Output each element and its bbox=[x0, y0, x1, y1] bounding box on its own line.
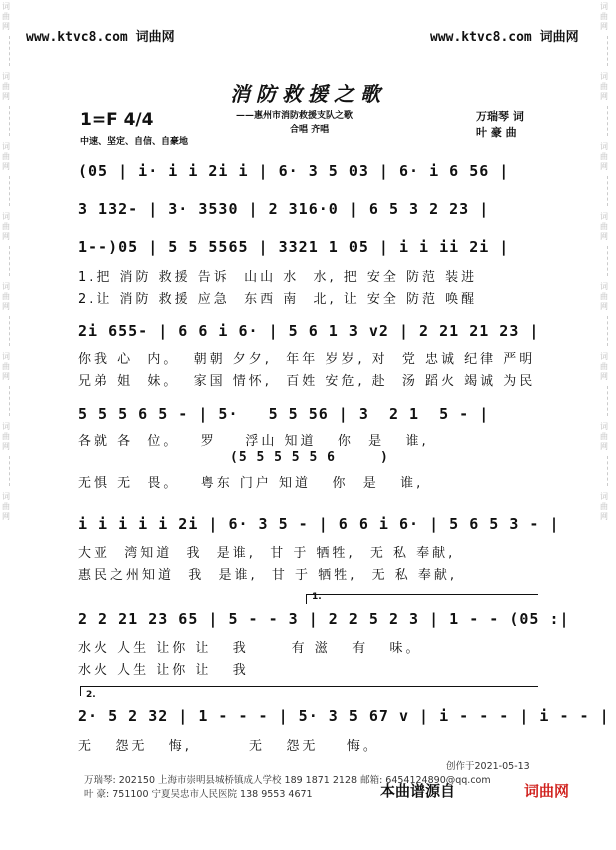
score-line-6: i i i i i 2i | 6· 3 5 - | 6 6 i 6· | 5 6 5 3 - | bbox=[78, 515, 560, 533]
site-watermark-left: www.ktvc8.com 词曲网 bbox=[26, 30, 175, 45]
lyric-line-7b: 水火 人生 让你 让 我 bbox=[78, 663, 249, 678]
contact-composer: 叶 豪: 751100 宁夏吴忠市人民医院 138 9553 4671 bbox=[84, 789, 313, 800]
score-line-1: (05 | i· i i 2i i | 6· 3 5 03 | 6· i 6 56 | bbox=[78, 162, 510, 180]
song-subtitle: ——惠州市消防救援支队之歌 bbox=[236, 111, 354, 121]
volta-2-label: 2. bbox=[86, 690, 96, 700]
score-line-3: 1--)05 | 5 5 5565 | 3321 1 05 | i i ii 2i | bbox=[78, 238, 510, 256]
lyric-line-4b: 兄弟 姐 妹。 家国 情怀, 百姓 安危, 赴 汤 蹈火 竭诚 为民 bbox=[78, 374, 536, 389]
score-line-8: 2· 5 2 32 | 1 - - - | 5· 3 5 67 v | i - - - | i - - | bbox=[78, 707, 610, 725]
song-title: 消防救援之歌 bbox=[230, 82, 386, 106]
site-watermark-right: www.ktvc8.com 词曲网 bbox=[430, 30, 579, 45]
lyric-line-8: 无 怨无 悔, 无 怨无 悔。 bbox=[78, 739, 379, 754]
performance-type: 合唱 齐唱 bbox=[290, 125, 330, 135]
lyric-line-5b: 无惧 无 畏。 粤东 门户 知道 你 是 谁, bbox=[78, 476, 424, 491]
score-line-7: 2 2 21 23 65 | 5 - - 3 | 2 2 5 2 3 | 1 - - (05 :| bbox=[78, 610, 570, 628]
lyricist-credit: 万瑞琴 词 bbox=[476, 110, 524, 123]
volta-bracket-1 bbox=[306, 594, 538, 604]
lyric-line-3a: 1.把 消防 救援 告诉 山山 水 水, 把 安全 防范 装进 bbox=[78, 270, 478, 285]
score-line-4: 2i 655- | 6 6 i 6· | 5 6 1 3 v2 | 2 21 21 23 | bbox=[78, 322, 540, 340]
volta-bracket-2 bbox=[80, 686, 538, 696]
volta-1-label: 1. bbox=[312, 592, 322, 602]
lyric-line-5a: 各就 各 位。 罗 浮山 知道 你 是 谁, bbox=[78, 434, 429, 449]
score-line-5b: (5 5 5 5 5 6 ) bbox=[230, 450, 389, 465]
source-site-link[interactable]: 词曲网 bbox=[524, 782, 570, 800]
contact-lyricist: 万瑞琴: 202150 上海市崇明县城桥镇成人学校 189 1871 2128 邮箱: 6454124890@qq.com bbox=[84, 775, 491, 786]
key-signature: 1=F 4/4 bbox=[80, 110, 154, 130]
right-watermark-strip: 词曲网 词曲网 词曲网 词曲网 词曲网 词曲网 词曲网 词曲网 bbox=[600, 2, 608, 521]
composer-credit: 叶 豪 曲 bbox=[476, 126, 517, 139]
source-label: 本曲谱源自 bbox=[380, 782, 456, 800]
creation-date: 创作于2021-05-13 bbox=[446, 761, 530, 772]
score-line-2: 3 132- | 3· 3530 | 2 316·0 | 6 5 3 2 23 | bbox=[78, 200, 490, 218]
tempo-marking: 中速、坚定、自信、自豪地 bbox=[80, 137, 189, 147]
lyric-line-3b: 2.让 消防 救援 应急 东西 南 北, 让 安全 防范 唤醒 bbox=[78, 292, 478, 307]
lyric-line-6b: 惠民之州知道 我 是谁, 甘 于 牺牲, 无 私 奉献, bbox=[78, 568, 457, 583]
left-watermark-strip: 词曲网 词曲网 词曲网 词曲网 词曲网 词曲网 词曲网 词曲网 bbox=[2, 2, 10, 521]
lyric-line-4a: 你我 心 内。 朝朝 夕夕, 年年 岁岁, 对 党 忠诚 纪律 严明 bbox=[78, 352, 536, 367]
lyric-line-6a: 大亚 湾知道 我 是谁, 甘 于 牺牲, 无 私 奉献, bbox=[78, 546, 456, 561]
score-line-5: 5 5 5 6 5 - | 5· 5 5 56 | 3 2 1 5 - | bbox=[78, 405, 490, 423]
lyric-line-7a: 水火 人生 让你 让 我 有 滋 有 味。 bbox=[78, 641, 422, 656]
